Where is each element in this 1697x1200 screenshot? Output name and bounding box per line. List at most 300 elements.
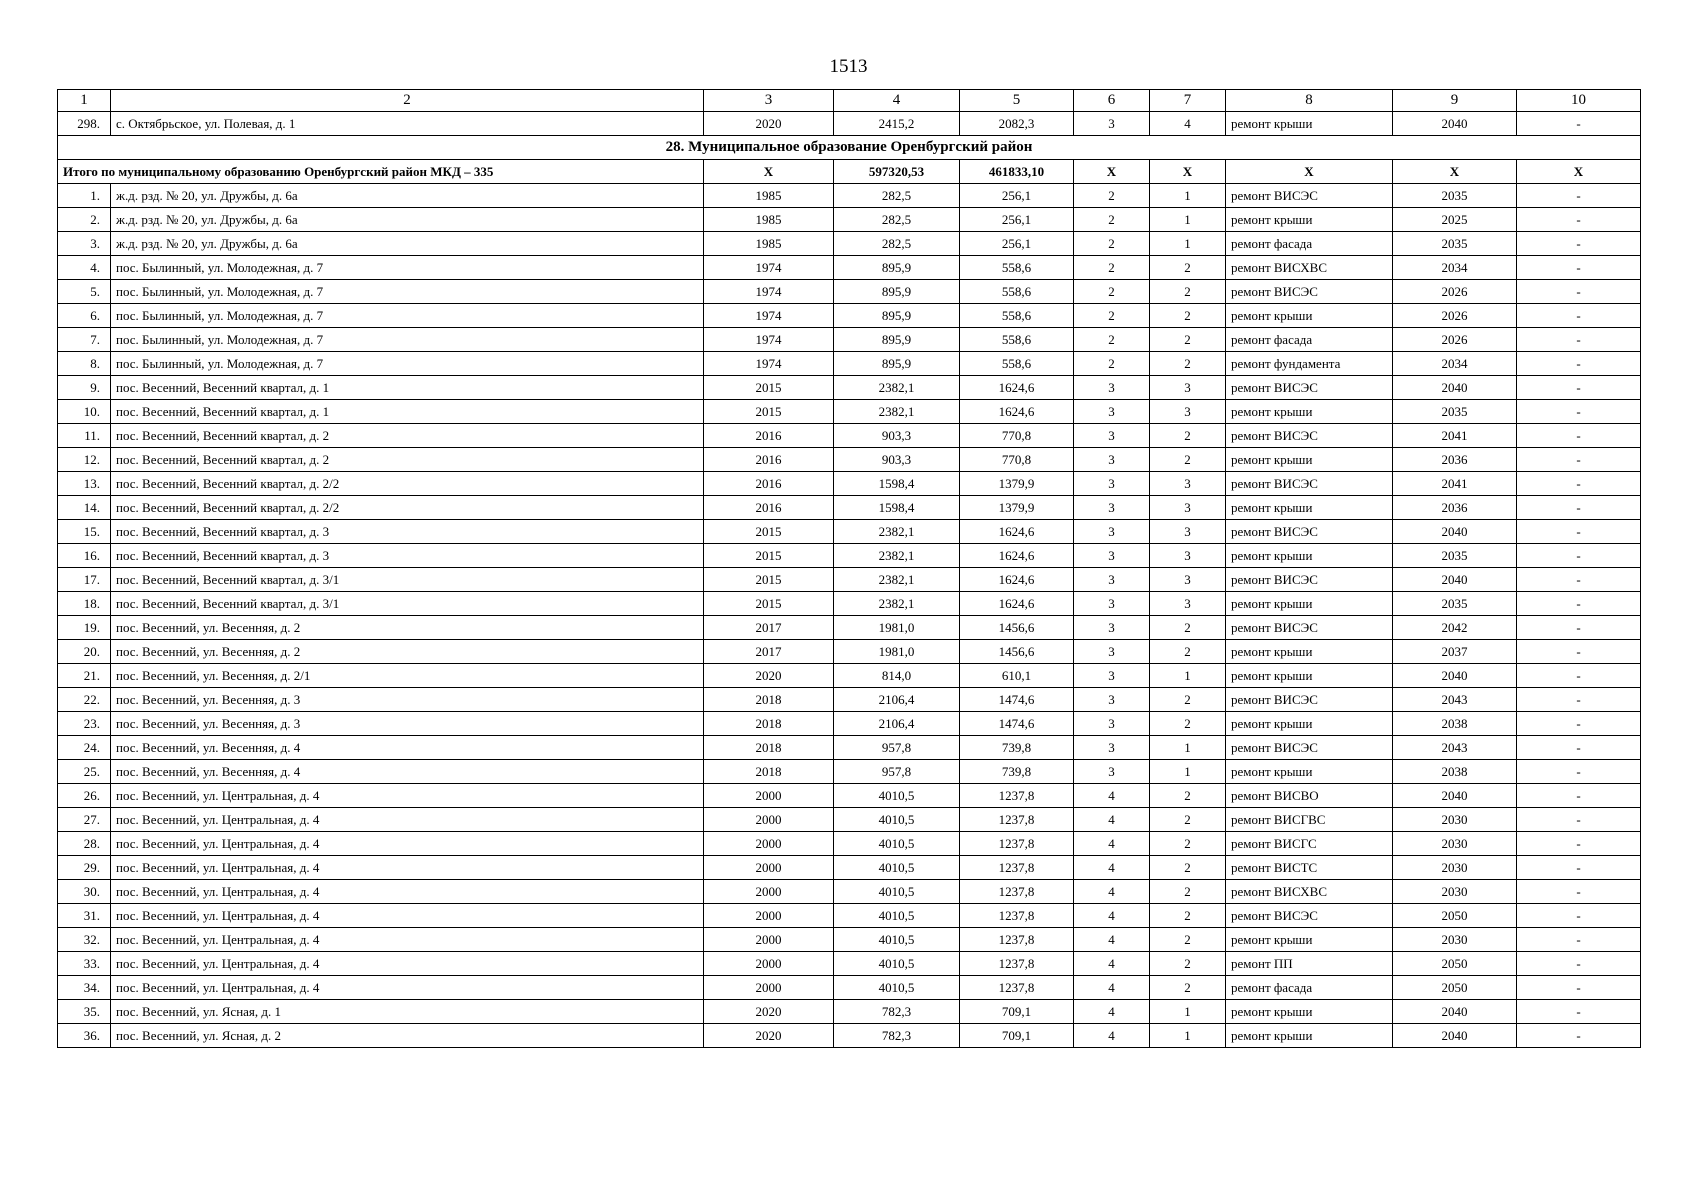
entrances: 2 xyxy=(1150,904,1226,928)
work-type: ремонт фасада xyxy=(1226,232,1393,256)
entrances: 2 xyxy=(1150,976,1226,1000)
floors: 3 xyxy=(1074,760,1150,784)
note: - xyxy=(1517,952,1641,976)
row-number: 4. xyxy=(58,256,111,280)
table-row xyxy=(58,640,1641,664)
note: - xyxy=(1517,184,1641,208)
area-living: 558,6 xyxy=(960,256,1074,280)
note: - xyxy=(1517,904,1641,928)
address: пос. Весенний, Весенний квартал, д. 3/1 xyxy=(111,568,704,592)
address: пос. Былинный, ул. Молодежная, д. 7 xyxy=(111,328,704,352)
plan-year: 2030 xyxy=(1393,856,1517,880)
entrances: 2 xyxy=(1150,448,1226,472)
area-living: 739,8 xyxy=(960,736,1074,760)
year: 2016 xyxy=(704,448,834,472)
floors: 2 xyxy=(1074,280,1150,304)
total-label: Итого по муниципальному образованию Оренбургский район МКД – 335 xyxy=(58,160,704,184)
area-total: 895,9 xyxy=(834,304,960,328)
area-total: 4010,5 xyxy=(834,808,960,832)
address: пос. Весенний, Весенний квартал, д. 2/2 xyxy=(111,472,704,496)
area-total: 957,8 xyxy=(834,736,960,760)
section-title: 28. Муниципальное образование Оренбургский район xyxy=(58,136,1641,160)
note: - xyxy=(1517,256,1641,280)
area-living: 558,6 xyxy=(960,328,1074,352)
floors: 4 xyxy=(1074,880,1150,904)
table-row xyxy=(58,856,1641,880)
address: пос. Весенний, Весенний квартал, д. 2 xyxy=(111,424,704,448)
total-work-type: Х xyxy=(1226,160,1393,184)
area-total: 895,9 xyxy=(834,328,960,352)
area-total: 4010,5 xyxy=(834,880,960,904)
address: пос. Весенний, ул. Весенняя, д. 2 xyxy=(111,616,704,640)
note: - xyxy=(1517,232,1641,256)
floors: 2 xyxy=(1074,232,1150,256)
floors: 4 xyxy=(1074,904,1150,928)
area-living: 558,6 xyxy=(960,352,1074,376)
work-type: ремонт ВИСЭС xyxy=(1226,904,1393,928)
note: - xyxy=(1517,640,1641,664)
year: 1974 xyxy=(704,352,834,376)
row-number: 24. xyxy=(58,736,111,760)
entrances: 3 xyxy=(1150,496,1226,520)
table-row xyxy=(58,760,1641,784)
table-row xyxy=(58,880,1641,904)
area-living: 1474,6 xyxy=(960,712,1074,736)
column-header: 9 xyxy=(1393,90,1517,112)
year: 2017 xyxy=(704,616,834,640)
year: 1985 xyxy=(704,184,834,208)
plan-year: 2050 xyxy=(1393,952,1517,976)
table-row xyxy=(58,256,1641,280)
area-total: 282,5 xyxy=(834,184,960,208)
entrances: 2 xyxy=(1150,424,1226,448)
address: пос. Весенний, Весенний квартал, д. 3 xyxy=(111,544,704,568)
address: пос. Былинный, ул. Молодежная, д. 7 xyxy=(111,280,704,304)
row-number: 17. xyxy=(58,568,111,592)
work-type: ремонт ВИСЭС xyxy=(1226,616,1393,640)
year: 1974 xyxy=(704,328,834,352)
area-living: 256,1 xyxy=(960,208,1074,232)
area-living: 739,8 xyxy=(960,760,1074,784)
area-total: 814,0 xyxy=(834,664,960,688)
address: ж.д. рзд. № 20, ул. Дружбы, д. 6а xyxy=(111,184,704,208)
plan-year: 2042 xyxy=(1393,616,1517,640)
address: пос. Былинный, ул. Молодежная, д. 7 xyxy=(111,304,704,328)
address: пос. Весенний, ул. Центральная, д. 4 xyxy=(111,856,704,880)
work-type: ремонт ВИСЭС xyxy=(1226,520,1393,544)
entrances: 2 xyxy=(1150,328,1226,352)
area-living: 1379,9 xyxy=(960,472,1074,496)
floors: 4 xyxy=(1074,1000,1150,1024)
entrances: 2 xyxy=(1150,256,1226,280)
entrances: 1 xyxy=(1150,184,1226,208)
area-total: 957,8 xyxy=(834,760,960,784)
year: 2015 xyxy=(704,592,834,616)
table-row xyxy=(58,400,1641,424)
address: пос. Весенний, ул. Центральная, д. 4 xyxy=(111,880,704,904)
row-number: 13. xyxy=(58,472,111,496)
entrances: 2 xyxy=(1150,280,1226,304)
year: 2000 xyxy=(704,808,834,832)
note: - xyxy=(1517,592,1641,616)
floors: 4 xyxy=(1074,928,1150,952)
plan-year: 2030 xyxy=(1393,928,1517,952)
entrances: 3 xyxy=(1150,472,1226,496)
address: пос. Весенний, ул. Весенняя, д. 4 xyxy=(111,760,704,784)
work-type: ремонт фасада xyxy=(1226,976,1393,1000)
row-number: 36. xyxy=(58,1024,111,1048)
plan-year: 2035 xyxy=(1393,232,1517,256)
year: 2016 xyxy=(704,424,834,448)
note: - xyxy=(1517,496,1641,520)
plan-year: 2050 xyxy=(1393,976,1517,1000)
area-living: 1456,6 xyxy=(960,640,1074,664)
area-living: 1237,8 xyxy=(960,952,1074,976)
floors: 4 xyxy=(1074,952,1150,976)
address: пос. Весенний, ул. Весенняя, д. 2 xyxy=(111,640,704,664)
entrances: 2 xyxy=(1150,832,1226,856)
total-floors: Х xyxy=(1074,160,1150,184)
area-living: 1237,8 xyxy=(960,832,1074,856)
column-header: 3 xyxy=(704,90,834,112)
table-row xyxy=(58,568,1641,592)
area-living: 1237,8 xyxy=(960,928,1074,952)
area-living: 610,1 xyxy=(960,664,1074,688)
total-area-living: 461833,10 xyxy=(960,160,1074,184)
area-living: 1624,6 xyxy=(960,544,1074,568)
table-row xyxy=(58,352,1641,376)
row-number: 2. xyxy=(58,208,111,232)
work-type: ремонт крыши xyxy=(1226,640,1393,664)
note: - xyxy=(1517,664,1641,688)
row-number: 32. xyxy=(58,928,111,952)
entrances: 1 xyxy=(1150,1024,1226,1048)
table-row xyxy=(58,448,1641,472)
column-header: 7 xyxy=(1150,90,1226,112)
area-living: 1456,6 xyxy=(960,616,1074,640)
row-number: 11. xyxy=(58,424,111,448)
address: пос. Весенний, ул. Центральная, д. 4 xyxy=(111,976,704,1000)
work-type: ремонт крыши xyxy=(1226,712,1393,736)
address: пос. Весенний, ул. Ясная, д. 2 xyxy=(111,1024,704,1048)
plan-year: 2038 xyxy=(1393,760,1517,784)
work-type: ремонт ВИСГС xyxy=(1226,832,1393,856)
row-number: 18. xyxy=(58,592,111,616)
address: пос. Весенний, Весенний квартал, д. 1 xyxy=(111,376,704,400)
row-number: 7. xyxy=(58,328,111,352)
address: пос. Весенний, Весенний квартал, д. 2/2 xyxy=(111,496,704,520)
entrances: 2 xyxy=(1150,880,1226,904)
table-row xyxy=(58,520,1641,544)
table-row xyxy=(58,736,1641,760)
note: - xyxy=(1517,472,1641,496)
work-type: ремонт крыши xyxy=(1226,112,1393,136)
area-living: 709,1 xyxy=(960,1000,1074,1024)
plan-year: 2040 xyxy=(1393,1000,1517,1024)
year: 2020 xyxy=(704,112,834,136)
address: пос. Весенний, ул. Ясная, д. 1 xyxy=(111,1000,704,1024)
row-number: 3. xyxy=(58,232,111,256)
address: пос. Весенний, Весенний квартал, д. 1 xyxy=(111,400,704,424)
column-header: 10 xyxy=(1517,90,1641,112)
entrances: 2 xyxy=(1150,304,1226,328)
area-total: 895,9 xyxy=(834,280,960,304)
entrances: 3 xyxy=(1150,376,1226,400)
plan-year: 2034 xyxy=(1393,352,1517,376)
work-type: ремонт ВИСЭС xyxy=(1226,736,1393,760)
floors: 3 xyxy=(1074,616,1150,640)
row-number: 30. xyxy=(58,880,111,904)
entrances: 4 xyxy=(1150,112,1226,136)
page-number: 1513 xyxy=(829,56,868,77)
table-row xyxy=(58,1000,1641,1024)
area-living: 1624,6 xyxy=(960,520,1074,544)
work-type: ремонт крыши xyxy=(1226,400,1393,424)
floors: 2 xyxy=(1074,352,1150,376)
area-total: 2106,4 xyxy=(834,712,960,736)
floors: 4 xyxy=(1074,808,1150,832)
column-header-row xyxy=(58,90,1641,112)
table-row xyxy=(58,1024,1641,1048)
note: - xyxy=(1517,1024,1641,1048)
year: 2015 xyxy=(704,376,834,400)
floors: 2 xyxy=(1074,208,1150,232)
column-header: 1 xyxy=(58,90,111,112)
area-total: 782,3 xyxy=(834,1024,960,1048)
floors: 3 xyxy=(1074,472,1150,496)
year: 2000 xyxy=(704,880,834,904)
area-total: 2382,1 xyxy=(834,520,960,544)
area-total: 903,3 xyxy=(834,448,960,472)
table-body xyxy=(58,90,1641,1048)
plan-year: 2030 xyxy=(1393,832,1517,856)
address: пос. Весенний, ул. Центральная, д. 4 xyxy=(111,928,704,952)
floors: 3 xyxy=(1074,400,1150,424)
work-type: ремонт крыши xyxy=(1226,1000,1393,1024)
work-type: ремонт ВИСЭС xyxy=(1226,280,1393,304)
floors: 3 xyxy=(1074,712,1150,736)
work-type: ремонт ВИСГВС xyxy=(1226,808,1393,832)
year: 2000 xyxy=(704,976,834,1000)
floors: 3 xyxy=(1074,424,1150,448)
column-header: 8 xyxy=(1226,90,1393,112)
year: 2000 xyxy=(704,952,834,976)
total-entrances: Х xyxy=(1150,160,1226,184)
entrances: 2 xyxy=(1150,712,1226,736)
year: 2000 xyxy=(704,928,834,952)
table-row xyxy=(58,784,1641,808)
area-total: 2382,1 xyxy=(834,400,960,424)
total-area-total: 597320,53 xyxy=(834,160,960,184)
note: - xyxy=(1517,112,1641,136)
entrances: 1 xyxy=(1150,208,1226,232)
plan-year: 2040 xyxy=(1393,568,1517,592)
address: пос. Весенний, ул. Весенняя, д. 2/1 xyxy=(111,664,704,688)
plan-year: 2030 xyxy=(1393,880,1517,904)
address: пос. Весенний, ул. Центральная, д. 4 xyxy=(111,808,704,832)
work-type: ремонт крыши xyxy=(1226,544,1393,568)
floors: 2 xyxy=(1074,184,1150,208)
area-total: 782,3 xyxy=(834,1000,960,1024)
table-row xyxy=(58,376,1641,400)
column-header: 5 xyxy=(960,90,1074,112)
entrances: 1 xyxy=(1150,1000,1226,1024)
row-number: 29. xyxy=(58,856,111,880)
plan-year: 2038 xyxy=(1393,712,1517,736)
row-number: 26. xyxy=(58,784,111,808)
area-living: 1237,8 xyxy=(960,808,1074,832)
plan-year: 2034 xyxy=(1393,256,1517,280)
row-number: 15. xyxy=(58,520,111,544)
note: - xyxy=(1517,544,1641,568)
year: 2016 xyxy=(704,496,834,520)
address: пос. Весенний, ул. Весенняя, д. 3 xyxy=(111,688,704,712)
plan-year: 2037 xyxy=(1393,640,1517,664)
area-living: 1624,6 xyxy=(960,400,1074,424)
entrances: 2 xyxy=(1150,688,1226,712)
table-row xyxy=(58,832,1641,856)
year: 2016 xyxy=(704,472,834,496)
note: - xyxy=(1517,328,1641,352)
area-total: 895,9 xyxy=(834,256,960,280)
area-living: 709,1 xyxy=(960,1024,1074,1048)
area-living: 770,8 xyxy=(960,424,1074,448)
entrances: 1 xyxy=(1150,760,1226,784)
note: - xyxy=(1517,928,1641,952)
entrances: 1 xyxy=(1150,232,1226,256)
floors: 3 xyxy=(1074,640,1150,664)
table-row xyxy=(58,976,1641,1000)
note: - xyxy=(1517,424,1641,448)
table-row xyxy=(58,232,1641,256)
row-number: 8. xyxy=(58,352,111,376)
address: пос. Весенний, ул. Центральная, д. 4 xyxy=(111,832,704,856)
year: 2020 xyxy=(704,1024,834,1048)
table-row xyxy=(58,928,1641,952)
plan-year: 2040 xyxy=(1393,520,1517,544)
year: 2000 xyxy=(704,904,834,928)
total-row xyxy=(58,160,1641,184)
note: - xyxy=(1517,736,1641,760)
area-living: 1624,6 xyxy=(960,376,1074,400)
entrances: 3 xyxy=(1150,520,1226,544)
area-living: 558,6 xyxy=(960,280,1074,304)
area-total: 4010,5 xyxy=(834,904,960,928)
note: - xyxy=(1517,712,1641,736)
plan-year: 2025 xyxy=(1393,208,1517,232)
floors: 3 xyxy=(1074,496,1150,520)
floors: 3 xyxy=(1074,544,1150,568)
total-year: Х xyxy=(704,160,834,184)
area-total: 4010,5 xyxy=(834,952,960,976)
table-row xyxy=(58,472,1641,496)
table-row xyxy=(58,544,1641,568)
row-number: 34. xyxy=(58,976,111,1000)
note: - xyxy=(1517,1000,1641,1024)
floors: 3 xyxy=(1074,376,1150,400)
year: 2017 xyxy=(704,640,834,664)
plan-year: 2040 xyxy=(1393,664,1517,688)
note: - xyxy=(1517,808,1641,832)
area-living: 1474,6 xyxy=(960,688,1074,712)
note: - xyxy=(1517,976,1641,1000)
work-type: ремонт ВИСЭС xyxy=(1226,568,1393,592)
address: ж.д. рзд. № 20, ул. Дружбы, д. 6а xyxy=(111,208,704,232)
work-type: ремонт крыши xyxy=(1226,208,1393,232)
plan-year: 2035 xyxy=(1393,544,1517,568)
area-living: 1624,6 xyxy=(960,592,1074,616)
work-type: ремонт ВИСХВС xyxy=(1226,880,1393,904)
table-row xyxy=(58,328,1641,352)
note: - xyxy=(1517,568,1641,592)
year: 2018 xyxy=(704,688,834,712)
area-total: 2382,1 xyxy=(834,592,960,616)
row-number: 28. xyxy=(58,832,111,856)
year: 2015 xyxy=(704,568,834,592)
table-row xyxy=(58,424,1641,448)
area-living: 1379,9 xyxy=(960,496,1074,520)
work-type: ремонт крыши xyxy=(1226,664,1393,688)
floors: 3 xyxy=(1074,592,1150,616)
row-number: 6. xyxy=(58,304,111,328)
entrances: 2 xyxy=(1150,784,1226,808)
row-number: 20. xyxy=(58,640,111,664)
plan-year: 2040 xyxy=(1393,112,1517,136)
entrances: 2 xyxy=(1150,808,1226,832)
work-type: ремонт ВИСЭС xyxy=(1226,184,1393,208)
area-total: 2106,4 xyxy=(834,688,960,712)
note: - xyxy=(1517,856,1641,880)
floors: 3 xyxy=(1074,568,1150,592)
plan-year: 2041 xyxy=(1393,424,1517,448)
table-row xyxy=(58,496,1641,520)
address: ж.д. рзд. № 20, ул. Дружбы, д. 6а xyxy=(111,232,704,256)
table-row xyxy=(58,688,1641,712)
entrances: 2 xyxy=(1150,952,1226,976)
address: с. Октябрьское, ул. Полевая, д. 1 xyxy=(111,112,704,136)
area-living: 1237,8 xyxy=(960,880,1074,904)
floors: 4 xyxy=(1074,976,1150,1000)
area-total: 4010,5 xyxy=(834,856,960,880)
floors: 2 xyxy=(1074,256,1150,280)
year: 1974 xyxy=(704,280,834,304)
plan-year: 2040 xyxy=(1393,1024,1517,1048)
floors: 3 xyxy=(1074,664,1150,688)
table-row xyxy=(58,664,1641,688)
table-row xyxy=(58,712,1641,736)
area-total: 4010,5 xyxy=(834,784,960,808)
area-living: 770,8 xyxy=(960,448,1074,472)
year: 2020 xyxy=(704,1000,834,1024)
table-row xyxy=(58,616,1641,640)
row-number: 298. xyxy=(58,112,111,136)
area-total: 1981,0 xyxy=(834,640,960,664)
area-total: 4010,5 xyxy=(834,928,960,952)
entrances: 2 xyxy=(1150,640,1226,664)
work-type: ремонт крыши xyxy=(1226,304,1393,328)
note: - xyxy=(1517,880,1641,904)
floors: 4 xyxy=(1074,1024,1150,1048)
row-number: 21. xyxy=(58,664,111,688)
plan-year: 2040 xyxy=(1393,784,1517,808)
work-type: ремонт крыши xyxy=(1226,448,1393,472)
area-total: 282,5 xyxy=(834,232,960,256)
area-total: 2382,1 xyxy=(834,568,960,592)
note: - xyxy=(1517,520,1641,544)
year: 2000 xyxy=(704,856,834,880)
work-type: ремонт ВИСВО xyxy=(1226,784,1393,808)
entrances: 3 xyxy=(1150,592,1226,616)
